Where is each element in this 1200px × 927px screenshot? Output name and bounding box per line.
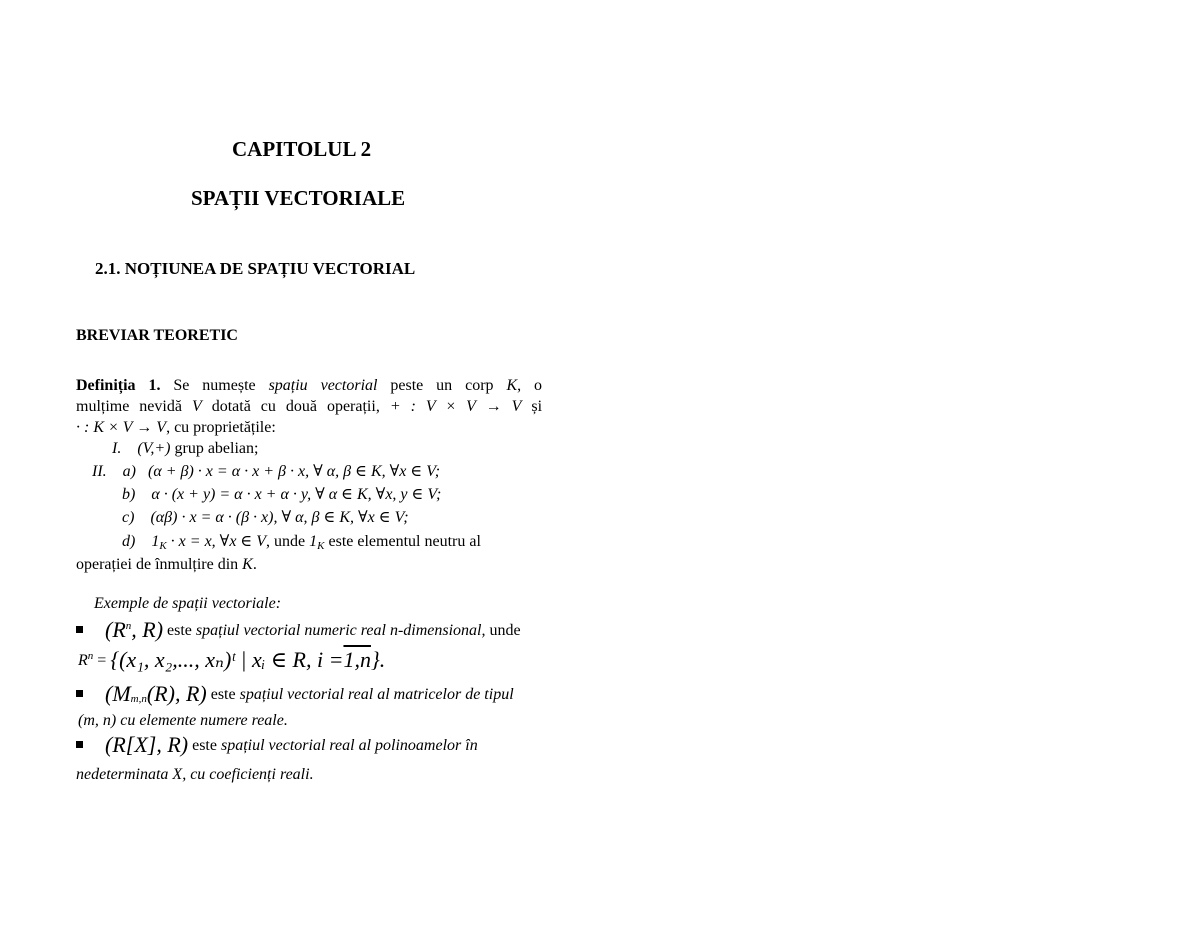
definition-text: peste un corp	[390, 377, 494, 394]
definition-text: și	[531, 398, 543, 415]
math-superscript: n	[125, 620, 132, 632]
property-IId-cont	[76, 555, 257, 575]
property-IIa	[92, 462, 440, 482]
definition-text: , o	[517, 377, 543, 394]
math-subscript: K	[159, 540, 167, 552]
definition-line-3	[76, 418, 276, 438]
math-expression: , R)	[131, 617, 164, 642]
property-label: d)	[122, 533, 136, 550]
example-2	[76, 681, 514, 706]
math-expression: (m, n)	[78, 712, 117, 729]
property-text: este elementul neutru al	[328, 533, 481, 550]
example-term: spațiul vectorial numeric real n-dimensional,	[195, 622, 486, 639]
property-text: operației de înmulțire din	[76, 556, 239, 573]
math-expression: + : V × V → V	[389, 398, 522, 415]
example-text: este	[167, 622, 192, 639]
definition-text: , cu proprietățile:	[166, 419, 276, 436]
breviar-heading: BREVIAR TEORETIC	[76, 327, 238, 344]
example-term: spațiul vectorial real al matricelor de tipul	[239, 686, 514, 703]
example-term: cu elemente numere reale.	[120, 712, 288, 729]
example-text: este	[210, 686, 236, 703]
definition-text: Se numește	[173, 377, 256, 394]
math-symbol: X	[172, 766, 183, 783]
math-operator: =	[97, 652, 107, 669]
example-term: spațiul vectorial real al polinoamelor în	[220, 737, 478, 754]
math-expression: (V,+)	[137, 440, 171, 457]
bullet-icon	[76, 626, 83, 633]
math-symbol: K	[242, 556, 253, 573]
definition-text: mulțime nevidă	[76, 398, 182, 415]
property-label: a)	[122, 463, 136, 480]
math-expression: (α + β) · x = α · x + β · x, ∀ α, β ∈ K, ∀x ∈ V;	[147, 463, 441, 480]
property-I	[112, 439, 258, 459]
examples-heading: Exemple de spații vectoriale:	[94, 595, 282, 612]
property-IIb	[122, 485, 441, 505]
math-symbol: V	[191, 398, 202, 415]
math-expression: (αβ) · x = α · (β · x), ∀ α, β ∈ K, ∀x ∈ V;	[150, 509, 409, 526]
definition-text: dotată cu două operații,	[211, 398, 380, 415]
math-range: 1,n	[343, 647, 371, 672]
example-term: nedeterminata	[76, 766, 169, 783]
property-IId	[122, 532, 481, 552]
example-1	[76, 617, 521, 642]
math-subscript: K	[317, 540, 325, 552]
property-text: , unde	[266, 533, 306, 550]
math-symbol: R	[78, 652, 88, 669]
example-1-definition	[78, 647, 386, 672]
math-symbol: K	[506, 377, 518, 394]
math-expression: (M	[105, 681, 131, 706]
math-symbol: 1	[151, 533, 160, 550]
math-expression: (R[X], R)	[105, 732, 189, 757]
definition-label: Definiția 1.	[76, 377, 161, 394]
property-number: II.	[92, 463, 107, 480]
math-expression: }.	[370, 647, 386, 672]
math-expression: (R	[105, 617, 126, 642]
example-text: este	[192, 737, 217, 754]
property-number: I.	[112, 440, 122, 457]
property-label: b)	[122, 486, 136, 503]
chapter-title: SPAȚII VECTORIALE	[191, 186, 406, 210]
math-expression: · x = x, ∀x ∈ V	[170, 533, 267, 550]
property-text: grup abelian;	[174, 440, 259, 457]
bullet-icon	[76, 741, 83, 748]
chapter-label: CAPITOLUL 2	[232, 137, 372, 161]
section-title: 2.1. NOȚIUNEA DE SPAȚIU VECTORIAL	[95, 259, 416, 278]
example-2-cont	[78, 711, 288, 731]
property-IIc	[122, 508, 409, 528]
example-term: , cu coeficienți reali.	[182, 766, 314, 783]
math-expression: α · (x + y) = α · x + α · y, ∀ α ∈ K, ∀x, y ∈ V;	[151, 486, 442, 503]
math-superscript: n	[87, 650, 94, 662]
property-text: .	[252, 556, 257, 573]
math-symbol: 1	[309, 533, 318, 550]
math-expression: (R), R)	[146, 681, 207, 706]
definition-line-1	[76, 376, 542, 396]
math-subscript: m,n	[130, 693, 147, 705]
definition-term: spațiu vectorial	[268, 377, 378, 394]
math-expression: {(x₁, x₂,..., xₙ)ᵗ | xᵢ ∈ R, i =	[110, 647, 344, 672]
definition-line-2	[76, 397, 542, 417]
example-text: unde	[489, 622, 521, 639]
example-3-cont	[76, 765, 314, 785]
bullet-icon	[76, 690, 83, 697]
math-expression: · : K × V → V	[76, 419, 167, 436]
example-3	[76, 732, 478, 757]
property-label: c)	[122, 509, 135, 526]
